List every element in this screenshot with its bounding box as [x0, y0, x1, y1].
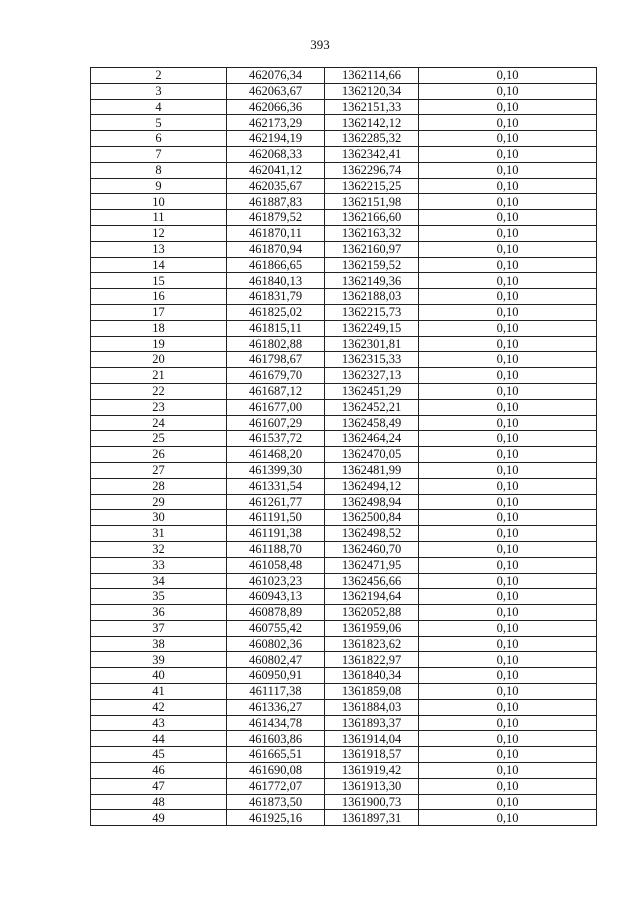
point-number-cell: 49	[91, 810, 227, 826]
x-coordinate-cell: 461117,38	[227, 684, 325, 700]
table-row	[91, 510, 597, 526]
y-coordinate-cell: 1361859,08	[325, 684, 419, 700]
table-row	[91, 162, 597, 178]
x-coordinate-cell: 461665,51	[227, 747, 325, 763]
x-coordinate-cell: 461191,50	[227, 510, 325, 526]
error-cell: 0,10	[419, 241, 597, 257]
error-cell: 0,10	[419, 289, 597, 305]
point-number-cell: 24	[91, 415, 227, 431]
y-coordinate-cell: 1362470,05	[325, 447, 419, 463]
error-cell: 0,10	[419, 778, 597, 794]
point-number-cell: 5	[91, 115, 227, 131]
x-coordinate-cell: 461679,70	[227, 368, 325, 384]
y-coordinate-cell: 1362215,25	[325, 178, 419, 194]
table-row	[91, 526, 597, 542]
x-coordinate-cell: 461870,11	[227, 225, 325, 241]
y-coordinate-cell: 1362460,70	[325, 541, 419, 557]
x-coordinate-cell: 461537,72	[227, 431, 325, 447]
point-number-cell: 38	[91, 636, 227, 652]
point-number-cell: 31	[91, 526, 227, 542]
point-number-cell: 12	[91, 225, 227, 241]
y-coordinate-cell: 1362342,41	[325, 146, 419, 162]
y-coordinate-cell: 1362498,52	[325, 526, 419, 542]
table-row	[91, 352, 597, 368]
y-coordinate-cell: 1362327,13	[325, 368, 419, 384]
point-number-cell: 40	[91, 668, 227, 684]
point-number-cell: 8	[91, 162, 227, 178]
error-cell: 0,10	[419, 368, 597, 384]
table-row	[91, 289, 597, 305]
table-row	[91, 273, 597, 289]
table-row	[91, 131, 597, 147]
y-coordinate-cell: 1362500,84	[325, 510, 419, 526]
x-coordinate-cell: 461434,78	[227, 715, 325, 731]
table-row	[91, 763, 597, 779]
x-coordinate-cell: 462076,34	[227, 68, 325, 84]
error-cell: 0,10	[419, 684, 597, 700]
y-coordinate-cell: 1362151,33	[325, 99, 419, 115]
x-coordinate-cell: 461802,88	[227, 336, 325, 352]
y-coordinate-cell: 1361884,03	[325, 699, 419, 715]
error-cell: 0,10	[419, 225, 597, 241]
x-coordinate-cell: 461873,50	[227, 794, 325, 810]
x-coordinate-cell: 461336,27	[227, 699, 325, 715]
error-cell: 0,10	[419, 194, 597, 210]
y-coordinate-cell: 1362120,34	[325, 83, 419, 99]
x-coordinate-cell: 461399,30	[227, 462, 325, 478]
x-coordinate-cell: 460950,91	[227, 668, 325, 684]
x-coordinate-cell: 460943,13	[227, 589, 325, 605]
y-coordinate-cell: 1361823,62	[325, 636, 419, 652]
error-cell: 0,10	[419, 668, 597, 684]
x-coordinate-cell: 461677,00	[227, 399, 325, 415]
table-row	[91, 336, 597, 352]
error-cell: 0,10	[419, 415, 597, 431]
y-coordinate-cell: 1362249,15	[325, 320, 419, 336]
table-row	[91, 684, 597, 700]
error-cell: 0,10	[419, 478, 597, 494]
error-cell: 0,10	[419, 431, 597, 447]
y-coordinate-cell: 1362498,94	[325, 494, 419, 510]
point-number-cell: 10	[91, 194, 227, 210]
x-coordinate-cell: 461840,13	[227, 273, 325, 289]
y-coordinate-cell: 1362452,21	[325, 399, 419, 415]
error-cell: 0,10	[419, 83, 597, 99]
error-cell: 0,10	[419, 273, 597, 289]
y-coordinate-cell: 1362151,98	[325, 194, 419, 210]
table-row	[91, 304, 597, 320]
x-coordinate-cell: 461058,48	[227, 557, 325, 573]
error-cell: 0,10	[419, 178, 597, 194]
x-coordinate-cell: 461188,70	[227, 541, 325, 557]
table-row	[91, 241, 597, 257]
point-number-cell: 16	[91, 289, 227, 305]
y-coordinate-cell: 1361918,57	[325, 747, 419, 763]
y-coordinate-cell: 1362159,52	[325, 257, 419, 273]
table-row	[91, 115, 597, 131]
table-row	[91, 794, 597, 810]
table-row	[91, 778, 597, 794]
point-number-cell: 22	[91, 383, 227, 399]
error-cell: 0,10	[419, 541, 597, 557]
error-cell: 0,10	[419, 115, 597, 131]
table-row	[91, 589, 597, 605]
error-cell: 0,10	[419, 510, 597, 526]
table-row	[91, 99, 597, 115]
point-number-cell: 41	[91, 684, 227, 700]
error-cell: 0,10	[419, 99, 597, 115]
error-cell: 0,10	[419, 257, 597, 273]
point-number-cell: 25	[91, 431, 227, 447]
error-cell: 0,10	[419, 336, 597, 352]
x-coordinate-cell: 461261,77	[227, 494, 325, 510]
x-coordinate-cell: 461607,29	[227, 415, 325, 431]
point-number-cell: 20	[91, 352, 227, 368]
y-coordinate-cell: 1362052,88	[325, 605, 419, 621]
x-coordinate-cell: 461879,52	[227, 210, 325, 226]
x-coordinate-cell: 461331,54	[227, 478, 325, 494]
y-coordinate-cell: 1362149,36	[325, 273, 419, 289]
table-row	[91, 146, 597, 162]
x-coordinate-cell: 461468,20	[227, 447, 325, 463]
table-row	[91, 636, 597, 652]
error-cell: 0,10	[419, 383, 597, 399]
point-number-cell: 3	[91, 83, 227, 99]
x-coordinate-cell: 461690,08	[227, 763, 325, 779]
error-cell: 0,10	[419, 573, 597, 589]
error-cell: 0,10	[419, 210, 597, 226]
table-row	[91, 715, 597, 731]
table-row	[91, 810, 597, 826]
table-row	[91, 178, 597, 194]
point-number-cell: 17	[91, 304, 227, 320]
error-cell: 0,10	[419, 526, 597, 542]
point-number-cell: 14	[91, 257, 227, 273]
error-cell: 0,10	[419, 652, 597, 668]
y-coordinate-cell: 1361900,73	[325, 794, 419, 810]
x-coordinate-cell: 461825,02	[227, 304, 325, 320]
x-coordinate-cell: 461023,23	[227, 573, 325, 589]
coordinates-table	[90, 67, 597, 826]
error-cell: 0,10	[419, 794, 597, 810]
error-cell: 0,10	[419, 810, 597, 826]
point-number-cell: 2	[91, 68, 227, 84]
point-number-cell: 44	[91, 731, 227, 747]
y-coordinate-cell: 1362215,73	[325, 304, 419, 320]
point-number-cell: 13	[91, 241, 227, 257]
point-number-cell: 45	[91, 747, 227, 763]
point-number-cell: 15	[91, 273, 227, 289]
y-coordinate-cell: 1362114,66	[325, 68, 419, 84]
point-number-cell: 27	[91, 462, 227, 478]
x-coordinate-cell: 461866,65	[227, 257, 325, 273]
y-coordinate-cell: 1362163,32	[325, 225, 419, 241]
point-number-cell: 6	[91, 131, 227, 147]
x-coordinate-cell: 461870,94	[227, 241, 325, 257]
error-cell: 0,10	[419, 731, 597, 747]
point-number-cell: 28	[91, 478, 227, 494]
point-number-cell: 39	[91, 652, 227, 668]
table-row	[91, 747, 597, 763]
table-row	[91, 731, 597, 747]
x-coordinate-cell: 462066,36	[227, 99, 325, 115]
table-row	[91, 573, 597, 589]
y-coordinate-cell: 1362456,66	[325, 573, 419, 589]
x-coordinate-cell: 461687,12	[227, 383, 325, 399]
x-coordinate-cell: 460878,89	[227, 605, 325, 621]
x-coordinate-cell: 462194,19	[227, 131, 325, 147]
error-cell: 0,10	[419, 146, 597, 162]
y-coordinate-cell: 1362471,95	[325, 557, 419, 573]
x-coordinate-cell: 461772,07	[227, 778, 325, 794]
error-cell: 0,10	[419, 763, 597, 779]
y-coordinate-cell: 1362142,12	[325, 115, 419, 131]
x-coordinate-cell: 461798,67	[227, 352, 325, 368]
table-row	[91, 447, 597, 463]
y-coordinate-cell: 1361959,06	[325, 620, 419, 636]
x-coordinate-cell: 460755,42	[227, 620, 325, 636]
table-row	[91, 68, 597, 84]
table-row	[91, 383, 597, 399]
error-cell: 0,10	[419, 68, 597, 84]
error-cell: 0,10	[419, 699, 597, 715]
x-coordinate-cell: 461815,11	[227, 320, 325, 336]
point-number-cell: 36	[91, 605, 227, 621]
x-coordinate-cell: 461831,79	[227, 289, 325, 305]
table-row	[91, 83, 597, 99]
x-coordinate-cell: 461887,83	[227, 194, 325, 210]
y-coordinate-cell: 1361897,31	[325, 810, 419, 826]
y-coordinate-cell: 1361822,97	[325, 652, 419, 668]
y-coordinate-cell: 1362296,74	[325, 162, 419, 178]
table-row	[91, 257, 597, 273]
x-coordinate-cell: 461603,86	[227, 731, 325, 747]
error-cell: 0,10	[419, 747, 597, 763]
point-number-cell: 19	[91, 336, 227, 352]
point-number-cell: 4	[91, 99, 227, 115]
table-row	[91, 210, 597, 226]
point-number-cell: 21	[91, 368, 227, 384]
table-row	[91, 620, 597, 636]
x-coordinate-cell: 461191,38	[227, 526, 325, 542]
table-row	[91, 462, 597, 478]
point-number-cell: 43	[91, 715, 227, 731]
point-number-cell: 33	[91, 557, 227, 573]
error-cell: 0,10	[419, 399, 597, 415]
point-number-cell: 47	[91, 778, 227, 794]
x-coordinate-cell: 462063,67	[227, 83, 325, 99]
point-number-cell: 42	[91, 699, 227, 715]
y-coordinate-cell: 1361913,30	[325, 778, 419, 794]
y-coordinate-cell: 1361893,37	[325, 715, 419, 731]
y-coordinate-cell: 1361919,42	[325, 763, 419, 779]
y-coordinate-cell: 1362494,12	[325, 478, 419, 494]
error-cell: 0,10	[419, 304, 597, 320]
table-row	[91, 399, 597, 415]
point-number-cell: 29	[91, 494, 227, 510]
table-row	[91, 541, 597, 557]
y-coordinate-cell: 1362464,24	[325, 431, 419, 447]
y-coordinate-cell: 1362188,03	[325, 289, 419, 305]
point-number-cell: 9	[91, 178, 227, 194]
y-coordinate-cell: 1362315,33	[325, 352, 419, 368]
error-cell: 0,10	[419, 715, 597, 731]
point-number-cell: 23	[91, 399, 227, 415]
table-row	[91, 320, 597, 336]
y-coordinate-cell: 1362481,99	[325, 462, 419, 478]
y-coordinate-cell: 1362301,81	[325, 336, 419, 352]
table-row	[91, 494, 597, 510]
point-number-cell: 35	[91, 589, 227, 605]
y-coordinate-cell: 1362160,97	[325, 241, 419, 257]
error-cell: 0,10	[419, 162, 597, 178]
x-coordinate-cell: 462041,12	[227, 162, 325, 178]
y-coordinate-cell: 1362194,64	[325, 589, 419, 605]
table-row	[91, 225, 597, 241]
point-number-cell: 32	[91, 541, 227, 557]
table-row	[91, 368, 597, 384]
point-number-cell: 11	[91, 210, 227, 226]
coordinates-table-body	[91, 68, 597, 826]
table-row	[91, 478, 597, 494]
table-row	[91, 652, 597, 668]
point-number-cell: 7	[91, 146, 227, 162]
error-cell: 0,10	[419, 131, 597, 147]
y-coordinate-cell: 1361914,04	[325, 731, 419, 747]
error-cell: 0,10	[419, 636, 597, 652]
table-row	[91, 431, 597, 447]
table-row	[91, 557, 597, 573]
x-coordinate-cell: 462068,33	[227, 146, 325, 162]
point-number-cell: 30	[91, 510, 227, 526]
x-coordinate-cell: 462173,29	[227, 115, 325, 131]
table-row	[91, 605, 597, 621]
point-number-cell: 18	[91, 320, 227, 336]
error-cell: 0,10	[419, 605, 597, 621]
point-number-cell: 37	[91, 620, 227, 636]
error-cell: 0,10	[419, 557, 597, 573]
error-cell: 0,10	[419, 462, 597, 478]
error-cell: 0,10	[419, 320, 597, 336]
table-row	[91, 699, 597, 715]
table-row	[91, 194, 597, 210]
table-row	[91, 415, 597, 431]
error-cell: 0,10	[419, 620, 597, 636]
point-number-cell: 26	[91, 447, 227, 463]
y-coordinate-cell: 1362451,29	[325, 383, 419, 399]
error-cell: 0,10	[419, 352, 597, 368]
y-coordinate-cell: 1361840,34	[325, 668, 419, 684]
y-coordinate-cell: 1362166,60	[325, 210, 419, 226]
x-coordinate-cell: 462035,67	[227, 178, 325, 194]
y-coordinate-cell: 1362285,32	[325, 131, 419, 147]
error-cell: 0,10	[419, 494, 597, 510]
x-coordinate-cell: 461925,16	[227, 810, 325, 826]
y-coordinate-cell: 1362458,49	[325, 415, 419, 431]
point-number-cell: 34	[91, 573, 227, 589]
error-cell: 0,10	[419, 447, 597, 463]
point-number-cell: 48	[91, 794, 227, 810]
point-number-cell: 46	[91, 763, 227, 779]
x-coordinate-cell: 460802,36	[227, 636, 325, 652]
x-coordinate-cell: 460802,47	[227, 652, 325, 668]
page-number: 393	[310, 37, 330, 52]
table-row	[91, 668, 597, 684]
error-cell: 0,10	[419, 589, 597, 605]
